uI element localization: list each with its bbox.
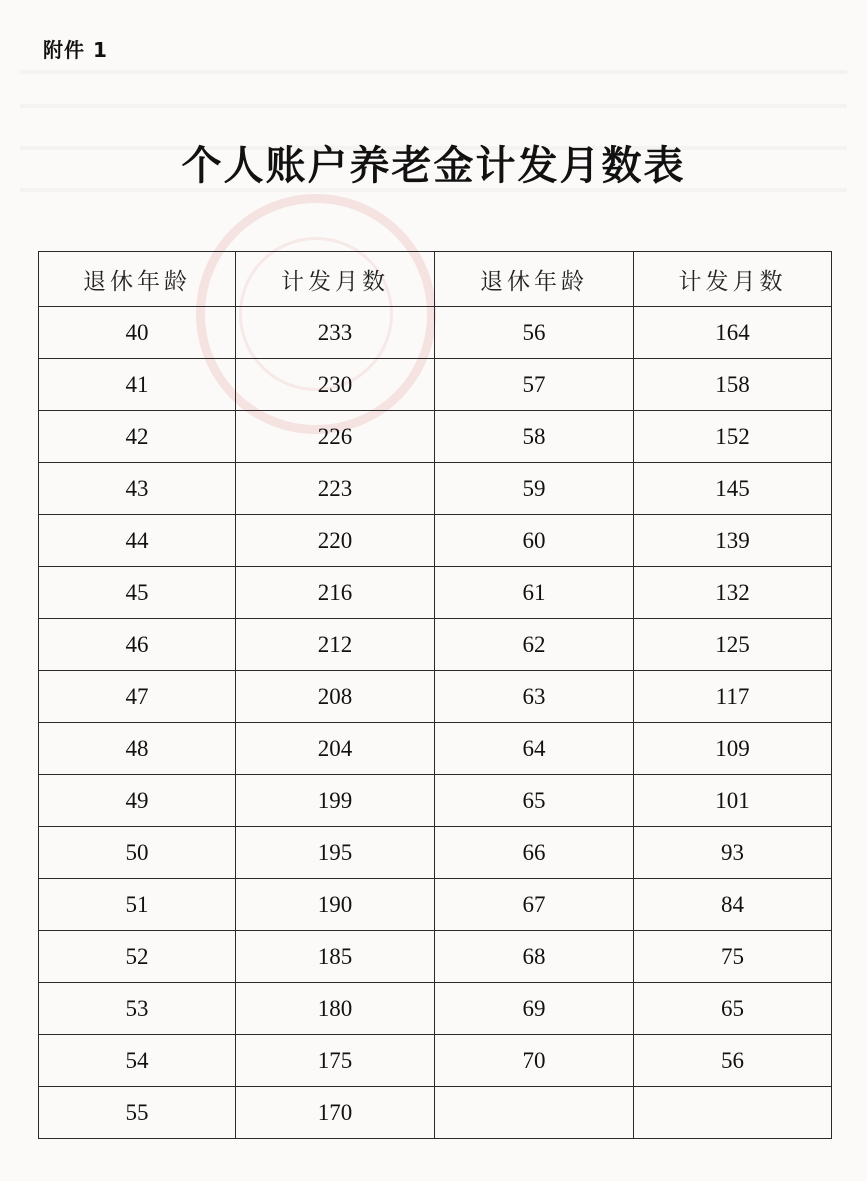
table-cell: 52 [39, 931, 236, 983]
table-row [39, 931, 832, 983]
table-cell: 175 [236, 1035, 435, 1087]
table-cell: 204 [236, 723, 435, 775]
table-cell: 139 [634, 515, 832, 567]
table-cell: 226 [236, 411, 435, 463]
table-cell: 84 [634, 879, 832, 931]
table-cell: 195 [236, 827, 435, 879]
table-cell: 233 [236, 307, 435, 359]
table-cell: 132 [634, 567, 832, 619]
bleed-through-line [20, 104, 847, 108]
page-title: 个人账户养老金计发月数表 [181, 142, 686, 189]
table-cell: 164 [634, 307, 832, 359]
table-cell: 66 [435, 827, 634, 879]
table-row [39, 463, 832, 515]
header-retirement-age-left: 退休年龄 [39, 252, 236, 307]
table-cell: 70 [435, 1035, 634, 1087]
table-cell: 42 [39, 411, 236, 463]
table-row [39, 723, 832, 775]
table-cell: 199 [236, 775, 435, 827]
table-cell: 101 [634, 775, 832, 827]
table-cell: 208 [236, 671, 435, 723]
table-row [39, 775, 832, 827]
table-cell: 125 [634, 619, 832, 671]
table-cell: 185 [236, 931, 435, 983]
table-cell: 109 [634, 723, 832, 775]
table-cell: 51 [39, 879, 236, 931]
table-cell: 145 [634, 463, 832, 515]
table-cell: 65 [435, 775, 634, 827]
table-cell: 223 [236, 463, 435, 515]
table-cell: 41 [39, 359, 236, 411]
header-retirement-age-right: 退休年龄 [435, 252, 634, 307]
table-cell: 50 [39, 827, 236, 879]
table-cell: 65 [634, 983, 832, 1035]
table-cell: 58 [435, 411, 634, 463]
table-cell: 152 [634, 411, 832, 463]
table-row [39, 411, 832, 463]
attachment-label: 附件 1 [43, 38, 108, 62]
table-cell [634, 1087, 832, 1139]
table-row [39, 827, 832, 879]
table-cell: 40 [39, 307, 236, 359]
table-row [39, 983, 832, 1035]
table-cell: 46 [39, 619, 236, 671]
table-cell: 56 [435, 307, 634, 359]
table-cell: 69 [435, 983, 634, 1035]
table-row [39, 1035, 832, 1087]
table-cell: 60 [435, 515, 634, 567]
table-cell: 47 [39, 671, 236, 723]
bleed-through-line [20, 70, 847, 74]
table-cell: 45 [39, 567, 236, 619]
table-cell: 75 [634, 931, 832, 983]
table-cell: 117 [634, 671, 832, 723]
table-cell: 67 [435, 879, 634, 931]
table-row [39, 1087, 832, 1139]
table-cell: 170 [236, 1087, 435, 1139]
table-row [39, 567, 832, 619]
header-payment-months-left: 计发月数 [236, 252, 435, 307]
table-cell: 55 [39, 1087, 236, 1139]
table-cell: 62 [435, 619, 634, 671]
table-row [39, 879, 832, 931]
table-cell: 93 [634, 827, 832, 879]
table-cell [435, 1087, 634, 1139]
table-row [39, 515, 832, 567]
table-cell: 56 [634, 1035, 832, 1087]
table-cell: 64 [435, 723, 634, 775]
table-cell: 48 [39, 723, 236, 775]
table-cell: 230 [236, 359, 435, 411]
table-row [39, 359, 832, 411]
table-header-row [39, 252, 832, 307]
table-cell: 212 [236, 619, 435, 671]
table-cell: 190 [236, 879, 435, 931]
table-cell: 44 [39, 515, 236, 567]
table-cell: 68 [435, 931, 634, 983]
table-cell: 61 [435, 567, 634, 619]
table-row [39, 307, 832, 359]
table-cell: 57 [435, 359, 634, 411]
table-cell: 53 [39, 983, 236, 1035]
payment-months-table [38, 251, 832, 1139]
table-cell: 158 [634, 359, 832, 411]
header-payment-months-right: 计发月数 [634, 252, 832, 307]
table-cell: 49 [39, 775, 236, 827]
table-row [39, 671, 832, 723]
table-cell: 59 [435, 463, 634, 515]
table-cell: 63 [435, 671, 634, 723]
table-row [39, 619, 832, 671]
table-cell: 43 [39, 463, 236, 515]
table-cell: 216 [236, 567, 435, 619]
table-cell: 54 [39, 1035, 236, 1087]
table-cell: 220 [236, 515, 435, 567]
table-cell: 180 [236, 983, 435, 1035]
